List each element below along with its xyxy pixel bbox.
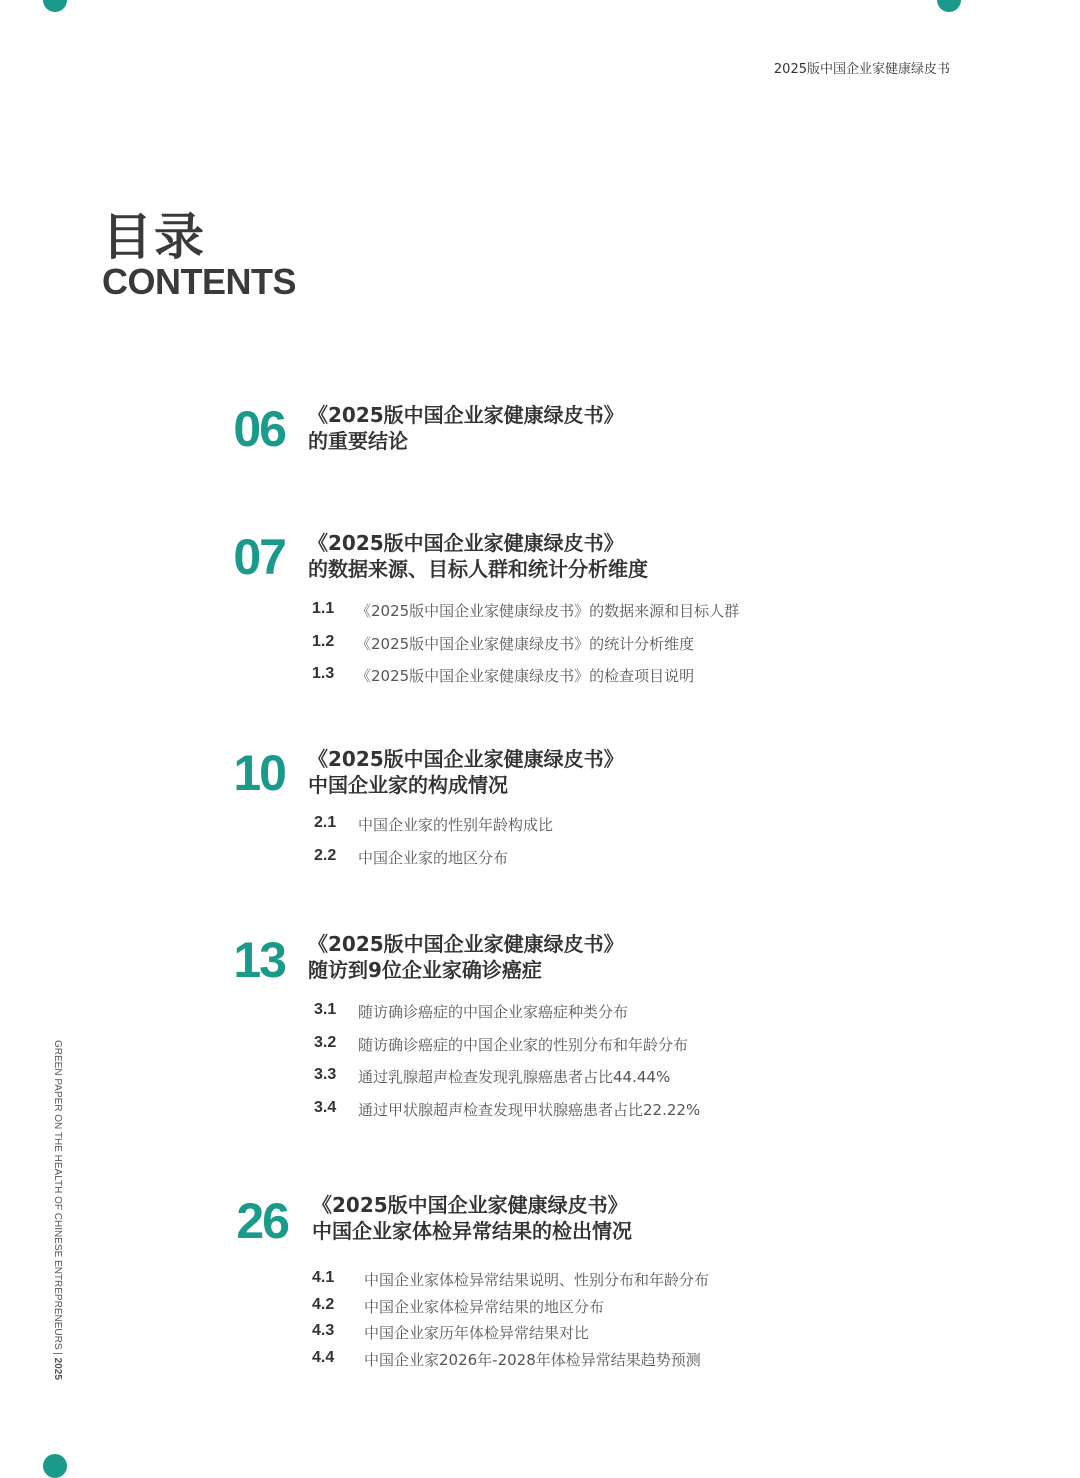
toc-subitem-number: 3.3: [314, 1066, 337, 1084]
toc-page-number: 26: [236, 1193, 288, 1249]
toc-subitem-text: 中国企业家体检异常结果的地区分布: [364, 1297, 605, 1316]
toc-subitem-text: 《2025版中国企业家健康绿皮书》的数据来源和目标人群: [356, 602, 740, 620]
toc-page-number: 10: [233, 745, 285, 801]
toc-subitem-number: 1.2: [312, 632, 335, 650]
decor-dot-top-right: [937, 0, 961, 12]
toc-subitem-text: 中国企业家的性别年龄构成比: [358, 816, 554, 834]
toc-section-title: [308, 746, 624, 798]
toc-section-title: [308, 402, 624, 454]
toc-subitem-number: 2.1: [314, 814, 337, 831]
toc-title-line1: 《2025版中国企业家健康绿皮书》: [308, 531, 624, 555]
toc-subitem-number: 4.3: [312, 1322, 335, 1339]
toc-subitem-number: 3.2: [314, 1033, 337, 1051]
toc-subitem-number: 4.4: [312, 1348, 335, 1366]
toc-subitem-text: 中国企业家2026年-2028年体检异常结果趋势预测: [364, 1350, 701, 1369]
toc-subitem-number: 4.1: [312, 1269, 335, 1286]
side-caption-year: 2025: [52, 1357, 63, 1380]
toc-subitem-number: 3.1: [314, 1001, 337, 1018]
toc-title-line2: 的数据来源、目标人群和统计分析维度: [308, 557, 648, 581]
running-header: 2025版中国企业家健康绿皮书: [773, 62, 950, 77]
toc-subitem-text: 通过甲状腺超声检查发现甲状腺癌患者占比22.22%: [358, 1101, 701, 1120]
toc-title-line2: 中国企业家体检异常结果的检出情况: [312, 1219, 632, 1243]
toc-subitem-text: 随访确诊癌症的中国企业家的性别分布和年龄分布: [358, 1035, 689, 1054]
toc-section-title: [308, 530, 648, 582]
toc-subitem-text: 《2025版中国企业家健康绿皮书》的统计分析维度: [356, 634, 695, 653]
toc-subitem-text: 中国企业家历年体检异常结果对比: [364, 1324, 590, 1342]
toc-section-title: [308, 931, 624, 983]
toc-page-number: 07: [233, 529, 285, 585]
toc-subitem-number: 3.4: [314, 1099, 337, 1117]
page-title-zh: 目录: [102, 208, 206, 266]
toc-subitem-text: 《2025版中国企业家健康绿皮书》的检查项目说明: [356, 667, 695, 686]
toc-section-title: [312, 1192, 632, 1244]
toc-title-line2: 随访到9位企业家确诊癌症: [308, 958, 542, 982]
toc-subitem-number: 2.2: [314, 846, 337, 864]
toc-subitem-number: 4.2: [312, 1295, 335, 1313]
toc-subitem-number: 1.1: [312, 600, 335, 617]
decor-dot-bottom-left: [43, 1454, 67, 1478]
toc-subitem-text: 随访确诊癌症的中国企业家癌症种类分布: [358, 1003, 629, 1021]
decor-dot-top-left: [43, 0, 67, 12]
page-title-en: CONTENTS: [102, 261, 296, 302]
toc-subitem-number: 1.3: [312, 665, 335, 683]
toc-page-number: 13: [233, 932, 285, 988]
toc-title-line2: 的重要结论: [308, 429, 408, 453]
toc-subitem-text: 中国企业家体检异常结果说明、性别分布和年龄分布: [364, 1271, 710, 1289]
toc-title-line1: 《2025版中国企业家健康绿皮书》: [308, 403, 624, 427]
toc-subitem-text: 中国企业家的地区分布: [358, 848, 509, 867]
toc-title-line1: 《2025版中国企业家健康绿皮书》: [312, 1193, 628, 1217]
toc-page-number: 06: [233, 401, 285, 457]
toc-subitem-text: 通过乳腺超声检查发现乳腺癌患者占比44.44%: [358, 1068, 671, 1087]
toc-title-line2: 中国企业家的构成情况: [308, 773, 508, 797]
side-caption-text: GREEN PAPER ON THE HEALTH OF CHINESE ENTREPRENEURS: [52, 1040, 63, 1350]
side-caption: GREEN PAPER ON THE HEALTH OF CHINESE ENTREPRENEURS | 2025: [52, 1040, 63, 1380]
toc-title-line1: 《2025版中国企业家健康绿皮书》: [308, 747, 624, 771]
toc-title-line1: 《2025版中国企业家健康绿皮书》: [308, 932, 624, 956]
